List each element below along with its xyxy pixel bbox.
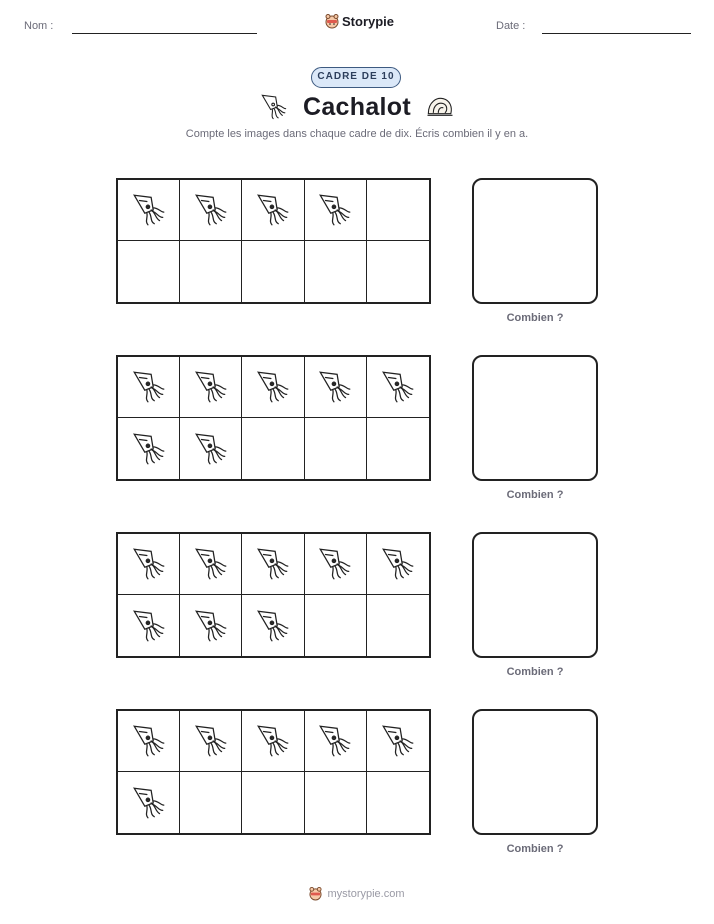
shell-icon xyxy=(425,92,455,122)
frame-cell xyxy=(180,180,242,241)
frame-cell xyxy=(118,180,180,241)
frame-cell xyxy=(242,180,304,241)
frame-cell xyxy=(367,534,429,595)
ten-frame-4 xyxy=(116,709,431,835)
frame-cell xyxy=(118,357,180,418)
squid-icon xyxy=(379,722,417,760)
frame-cell xyxy=(305,772,367,833)
frame-cell xyxy=(180,711,242,772)
storypie-logo-icon xyxy=(325,13,339,29)
squid-icon xyxy=(192,191,230,229)
brand-name: Storypie xyxy=(342,13,395,29)
ten-frame-1 xyxy=(116,178,431,304)
footer-url: mystorypie.com xyxy=(327,887,405,900)
frame-cell xyxy=(180,357,242,418)
squid-icon xyxy=(379,368,417,406)
answer-label-3: Combien ? xyxy=(506,666,564,678)
squid-icon xyxy=(254,368,292,406)
frame-cell xyxy=(118,711,180,772)
frame-cell xyxy=(242,772,304,833)
answer-label-4: Combien ? xyxy=(506,843,564,855)
frame-cell xyxy=(305,711,367,772)
frame-cell xyxy=(180,534,242,595)
answer-box-3[interactable] xyxy=(472,532,598,658)
title-row xyxy=(0,92,714,122)
answer-label-2: Combien ? xyxy=(506,489,564,501)
frame-cell xyxy=(367,241,429,302)
frame-cell xyxy=(242,534,304,595)
frame-cell xyxy=(242,711,304,772)
frame-cell xyxy=(305,534,367,595)
squid-icon xyxy=(130,545,168,583)
squid-icon xyxy=(254,191,292,229)
frame-cell xyxy=(305,241,367,302)
squid-icon xyxy=(130,722,168,760)
page-title: Cachalot xyxy=(303,92,411,121)
squid-icon xyxy=(259,92,289,122)
worksheet-badge: CADRE DE 10 xyxy=(311,67,401,88)
frame-cell xyxy=(305,357,367,418)
answer-box-4[interactable] xyxy=(472,709,598,835)
frame-cell xyxy=(367,711,429,772)
frame-cell xyxy=(118,772,180,833)
frame-cell xyxy=(118,595,180,656)
squid-icon xyxy=(316,368,354,406)
frame-cell xyxy=(305,180,367,241)
frame-cell xyxy=(118,418,180,479)
brand xyxy=(325,13,394,29)
squid-icon xyxy=(316,722,354,760)
answer-box-2[interactable] xyxy=(472,355,598,481)
footer xyxy=(0,886,714,901)
squid-icon xyxy=(130,368,168,406)
frame-cell xyxy=(180,418,242,479)
frame-cell xyxy=(118,534,180,595)
squid-icon xyxy=(192,722,230,760)
frame-cell xyxy=(367,357,429,418)
squid-icon xyxy=(254,545,292,583)
squid-icon xyxy=(254,607,292,645)
instructions: Compte les images dans chaque cadre de dix. Écris combien il y en a. xyxy=(185,128,529,140)
frame-cell xyxy=(242,241,304,302)
squid-icon xyxy=(316,191,354,229)
frame-cell xyxy=(242,595,304,656)
squid-icon xyxy=(130,784,168,822)
squid-icon xyxy=(379,545,417,583)
answer-label-1: Combien ? xyxy=(506,312,564,324)
frame-cell xyxy=(180,595,242,656)
squid-icon xyxy=(254,722,292,760)
ten-frame-2 xyxy=(116,355,431,481)
frame-cell xyxy=(305,595,367,656)
squid-icon xyxy=(192,545,230,583)
date-line xyxy=(542,33,691,34)
name-label: Nom : xyxy=(24,20,54,32)
squid-icon xyxy=(130,430,168,468)
squid-icon xyxy=(192,368,230,406)
squid-icon xyxy=(130,607,168,645)
frame-cell xyxy=(367,595,429,656)
answer-box-1[interactable] xyxy=(472,178,598,304)
frame-cell xyxy=(242,357,304,418)
frame-cell xyxy=(367,180,429,241)
frame-cell xyxy=(118,241,180,302)
frame-cell xyxy=(242,418,304,479)
squid-icon xyxy=(192,430,230,468)
ten-frame-3 xyxy=(116,532,431,658)
frame-cell xyxy=(305,418,367,479)
frame-cell xyxy=(367,772,429,833)
frame-cell xyxy=(180,241,242,302)
frame-cell xyxy=(180,772,242,833)
storypie-logo-icon xyxy=(309,886,322,901)
squid-icon xyxy=(192,607,230,645)
squid-icon xyxy=(316,545,354,583)
name-line xyxy=(72,33,257,34)
date-label: Date : xyxy=(496,20,526,32)
frame-cell xyxy=(367,418,429,479)
squid-icon xyxy=(130,191,168,229)
